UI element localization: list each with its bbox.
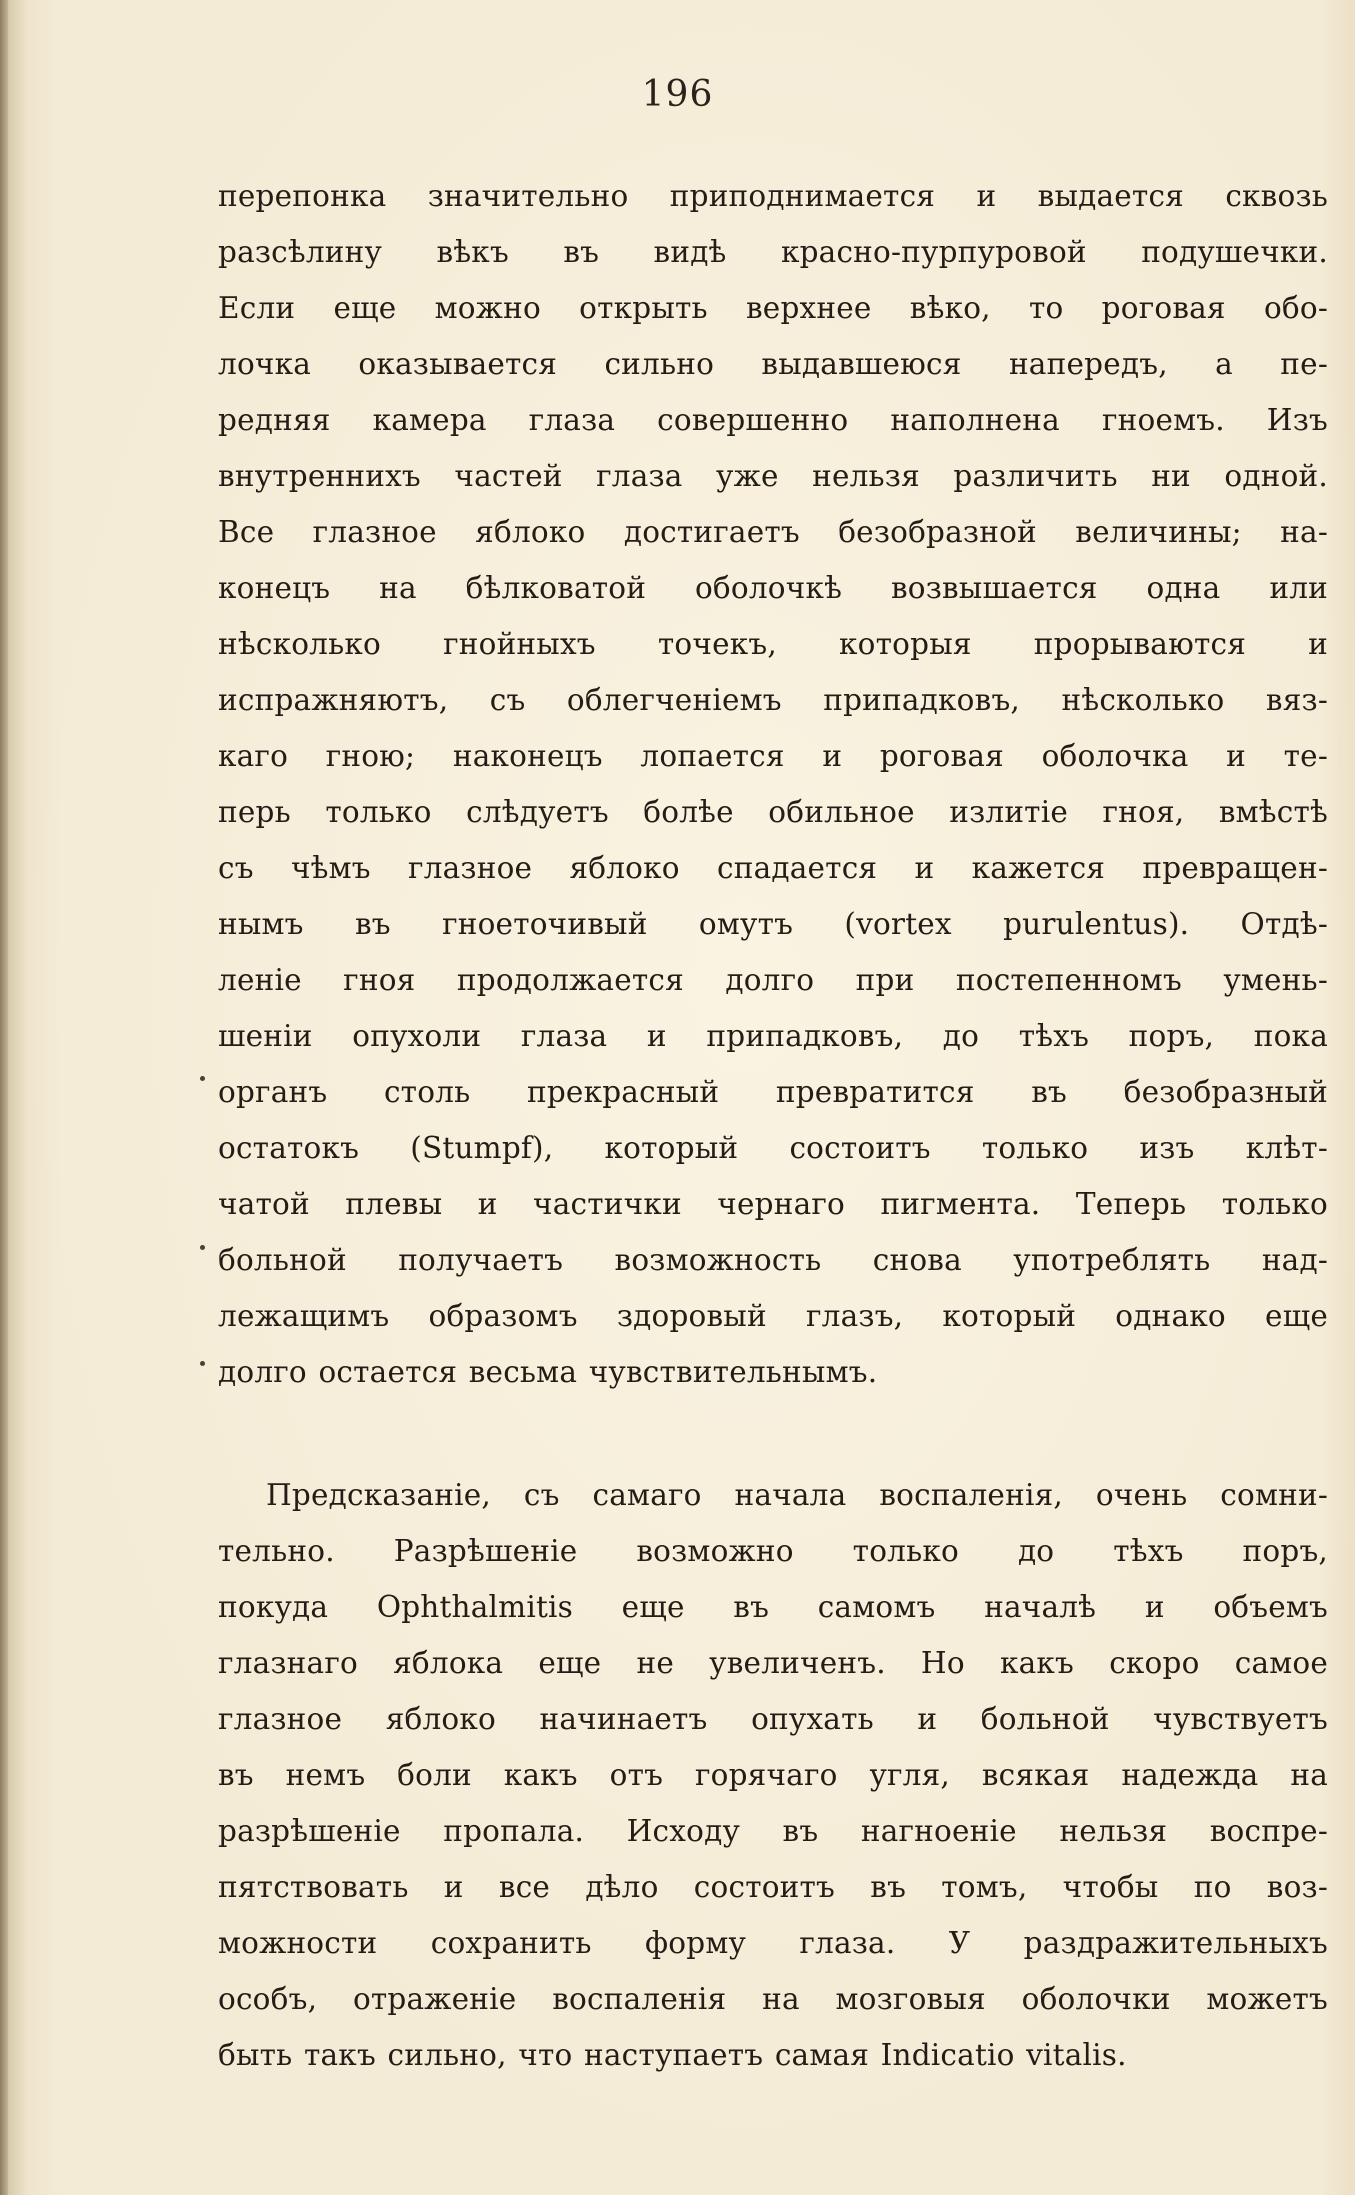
text-line: можности сохранить форму глаза. У раздражительныхъ [218, 1926, 1328, 1960]
text-line: остатокъ (Stumpf), который состоитъ только изъ клѣт- [218, 1131, 1328, 1165]
text-line: лочка оказывается сильно выдавшеюся напередъ, а пе- [218, 347, 1328, 381]
paragraph-2 [218, 1467, 1328, 2083]
paragraph-1 [218, 168, 1328, 1400]
text-line: внутреннихъ частей глаза уже нельзя различить ни одной. [218, 459, 1328, 493]
text-line: особъ, отраженіе воспаленія на мозговыя оболочки можетъ [218, 1982, 1328, 2016]
text-line: нѣсколько гнойныхъ точекъ, которыя прорываются и [218, 627, 1328, 661]
text-line: лежащимъ образомъ здоровый глазъ, который однако еще [218, 1299, 1328, 1333]
text-line: органъ столь прекрасный превратится въ безобразный [218, 1075, 1328, 1109]
text-line: конецъ на бѣлковатой оболочкѣ возвышается одна или [218, 571, 1328, 605]
page-binding-edge [0, 0, 8, 2195]
text-line: глазное яблоко начинаетъ опухать и больной чувствуетъ [218, 1702, 1328, 1736]
text-line: въ немъ боли какъ отъ горячаго угля, всякая надежда на [218, 1758, 1328, 1792]
text-line: перь только слѣдуетъ болѣе обильное излитіе гноя, вмѣстѣ [218, 795, 1328, 829]
margin-dot [200, 1076, 205, 1081]
text-line: тельно. Разрѣшеніе возможно только до тѣхъ поръ, [218, 1534, 1328, 1568]
text-line: испражняютъ, съ облегченіемъ припадковъ, нѣсколько вяз- [218, 683, 1328, 717]
text-line: перепонка значительно приподнимается и выдается сквозь [218, 179, 1328, 213]
text-line: покуда Ophthalmitis еще въ самомъ началѣ и объемъ [218, 1590, 1328, 1624]
text-line: шеніи опухоли глаза и припадковъ, до тѣхъ поръ, пока [218, 1019, 1328, 1053]
text-line: быть такъ сильно, что наступаетъ самая Indicatio vitalis. [218, 2038, 1127, 2072]
text-line: нымъ въ гноеточивый омутъ (vortex purulentus). Отдѣ- [218, 907, 1328, 941]
text-line: пятствовать и все дѣло состоитъ въ томъ, чтобы по воз- [218, 1870, 1328, 1904]
text-line: больной получаетъ возможность снова употреблять над- [218, 1243, 1328, 1277]
text-line: разсѣлину вѣкъ въ видѣ красно-пурпуровой подушечки. [218, 235, 1328, 269]
text-line: разрѣшеніе пропала. Исходу въ нагноеніе нельзя воспре- [218, 1814, 1328, 1848]
text-line: чатой плевы и частички чернаго пигмента. Теперь только [218, 1187, 1328, 1221]
text-line: каго гною; наконецъ лопается и роговая оболочка и те- [218, 739, 1328, 773]
text-line: леніе гноя продолжается долго при постепенномъ умень- [218, 963, 1328, 997]
text-line: Если еще можно открыть верхнее вѣко, то роговая обо- [218, 291, 1328, 325]
margin-dot [200, 1361, 205, 1366]
margin-dot [200, 1245, 205, 1250]
text-line: глазнаго яблока еще не увеличенъ. Но какъ скоро самое [218, 1646, 1328, 1680]
body-text [218, 168, 1328, 2083]
text-line: съ чѣмъ глазное яблоко спадается и кажется превращен- [218, 851, 1328, 885]
text-line: долго остается весьма чувствительнымъ. [218, 1355, 878, 1389]
text-line: Все глазное яблоко достигаетъ безобразной величины; на- [218, 515, 1328, 549]
text-line: Предсказаніе, съ самаго начала воспаленія, очень сомни- [266, 1478, 1328, 1512]
paragraph-spacer [218, 1400, 1328, 1467]
text-line: редняя камера глаза совершенно наполнена гноемъ. Изъ [218, 403, 1328, 437]
page-number: 196 [641, 74, 714, 115]
